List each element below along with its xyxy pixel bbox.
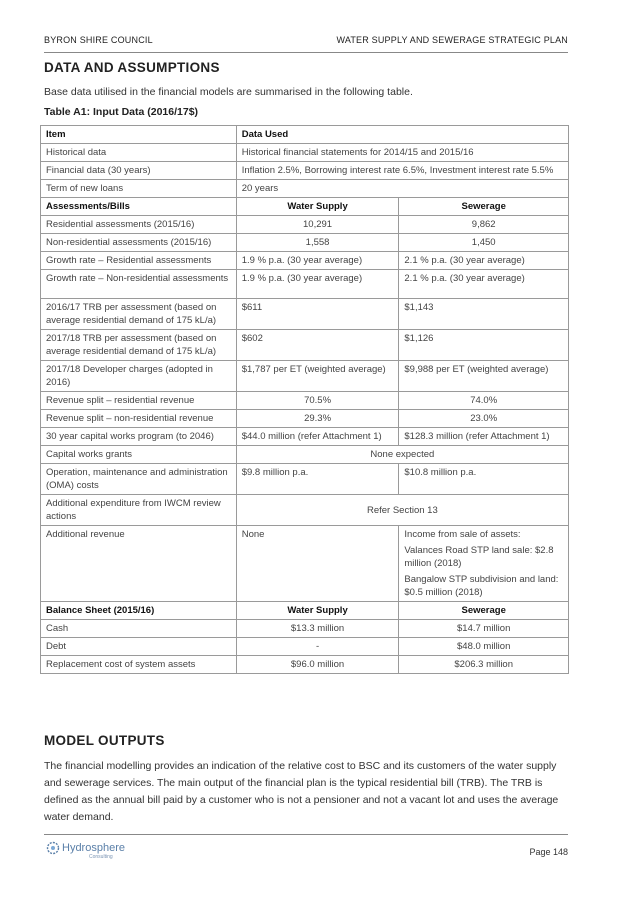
row-water-value: 1,558 [236,234,399,252]
row-sewer-value: 1,450 [399,234,569,252]
header-organisation: BYRON SHIRE COUNCIL [44,35,153,45]
page-footer [44,834,568,865]
row-item: Cash [41,620,237,638]
row-item: Revenue split – residential revenue [41,392,237,410]
row-water-value: 70.5% [236,392,399,410]
table-row [41,144,569,162]
row-item: 2017/18 Developer charges (adopted in 2016) [41,361,237,392]
row-sewer-value: $48.0 million [399,638,569,656]
row-item: Operation, maintenance and administration (OMA) costs [41,464,237,495]
row-water-value: $1,787 per ET (weighted average) [236,361,399,392]
row-sewer-value: $206.3 million [399,656,569,674]
table-row [41,410,569,428]
table-row [41,464,569,495]
header-document-title: WATER SUPPLY AND SEWERAGE STRATEGIC PLAN [336,35,568,45]
row-item: 2016/17 TRB per assessment (based on average residential demand of 175 kL/a) [41,299,237,330]
table-row [41,620,569,638]
input-data-table [40,125,569,674]
table-row [41,526,569,602]
row-water-value: $602 [236,330,399,361]
row-sewer-value: $14.7 million [399,620,569,638]
row-sewer-value: 9,862 [399,216,569,234]
hydrosphere-logo [46,841,125,855]
row-item: Growth rate – Residential assessments [41,252,237,270]
table-row [41,252,569,270]
row-water-value: 10,291 [236,216,399,234]
row-item: Debt [41,638,237,656]
section-title-model-outputs: MODEL OUTPUTS [44,733,165,748]
row-sewer-value: 74.0% [399,392,569,410]
row-value: Historical financial statements for 2014/15 and 2015/16 [236,144,568,162]
assessments-header-row [41,198,569,216]
asset-sale-heading: Income from sale of assets: [404,529,521,540]
row-sewer-value: $10.8 million p.a. [399,464,569,495]
row-item: Term of new loans [41,180,237,198]
row-value: Refer Section 13 [236,495,568,526]
page-number: Page 148 [529,847,568,857]
row-item: 30 year capital works program (to 2046) [41,428,237,446]
row-sewer-value [399,526,569,602]
water-supply-header: Water Supply [236,602,399,620]
table-row [41,656,569,674]
section-title-data-assumptions: DATA AND ASSUMPTIONS [44,60,220,75]
row-sewer-value: $9,988 per ET (weighted average) [399,361,569,392]
row-item: Non-residential assessments (2015/16) [41,234,237,252]
table-row [41,428,569,446]
table-row [41,180,569,198]
row-sewer-value: $1,143 [399,299,569,330]
table-row [41,234,569,252]
table-caption: Table A1: Input Data (2016/17$) [44,106,199,118]
row-water-value: None [236,526,399,602]
table-row [41,162,569,180]
table-header-row [41,126,569,144]
row-value: 20 years [236,180,568,198]
logo-text: Hydrosphere [62,841,125,854]
row-water-value: 1.9 % p.a. (30 year average) [236,270,399,299]
row-water-value: $611 [236,299,399,330]
table-row [41,330,569,361]
page-header [44,35,568,53]
row-item: Growth rate – Non-residential assessments [41,270,237,299]
balance-header: Balance Sheet (2015/16) [41,602,237,620]
row-item: Capital works grants [41,446,237,464]
row-sewer-value: 2.1 % p.a. (30 year average) [399,270,569,299]
hydrosphere-logo-icon [46,841,60,855]
table-row [41,299,569,330]
row-item: Replacement cost of system assets [41,656,237,674]
table-row [41,392,569,410]
row-water-value: 1.9 % p.a. (30 year average) [236,252,399,270]
row-sewer-value: $1,126 [399,330,569,361]
row-value: Inflation 2.5%, Borrowing interest rate 6.5%, Investment interest rate 5.5% [236,162,568,180]
sewerage-header: Sewerage [399,602,569,620]
row-value: None expected [236,446,568,464]
assessments-header: Assessments/Bills [41,198,237,216]
row-item: Additional revenue [41,526,237,602]
balance-header-row [41,602,569,620]
table-row [41,638,569,656]
row-item: Revenue split – non-residential revenue [41,410,237,428]
row-water-value: - [236,638,399,656]
row-item: Financial data (30 years) [41,162,237,180]
row-water-value: $13.3 million [236,620,399,638]
sewerage-header: Sewerage [399,198,569,216]
logo-subtext: Consulting [89,854,113,860]
row-water-value: $44.0 million (refer Attachment 1) [236,428,399,446]
row-sewer-value: 23.0% [399,410,569,428]
row-water-value: $96.0 million [236,656,399,674]
water-supply-header: Water Supply [236,198,399,216]
header-data-used: Data Used [236,126,568,144]
table-row [41,495,569,526]
row-sewer-value: $128.3 million (refer Attachment 1) [399,428,569,446]
row-item: Additional expenditure from IWCM review actions [41,495,237,526]
row-water-value: 29.3% [236,410,399,428]
table-row [41,270,569,299]
asset-sale-line: Valances Road STP land sale: $2.8 million (2018) [404,545,554,569]
row-item: 2017/18 TRB per assessment (based on average residential demand of 175 kL/a) [41,330,237,361]
table-row [41,361,569,392]
asset-sale-line: Bangalow STP subdivision and land: $0.5 million (2018) [404,574,559,598]
intro-paragraph: Base data utilised in the financial models are summarised in the following table. [44,86,413,98]
table-row [41,216,569,234]
row-item: Historical data [41,144,237,162]
row-water-value: $9.8 million p.a. [236,464,399,495]
row-sewer-value: 2.1 % p.a. (30 year average) [399,252,569,270]
row-item: Residential assessments (2015/16) [41,216,237,234]
model-outputs-paragraph: The financial modelling provides an indication of the relative cost to BSC and its customers of the water supply and sewerage services. The main output of the financial plan is the typical residential bill (TRB). The TRB is defined as the annual bill paid by a customer who is not a pensioner and not a vacant lot and uses the average water demand. [44,760,559,823]
header-item: Item [41,126,237,144]
table-row [41,446,569,464]
